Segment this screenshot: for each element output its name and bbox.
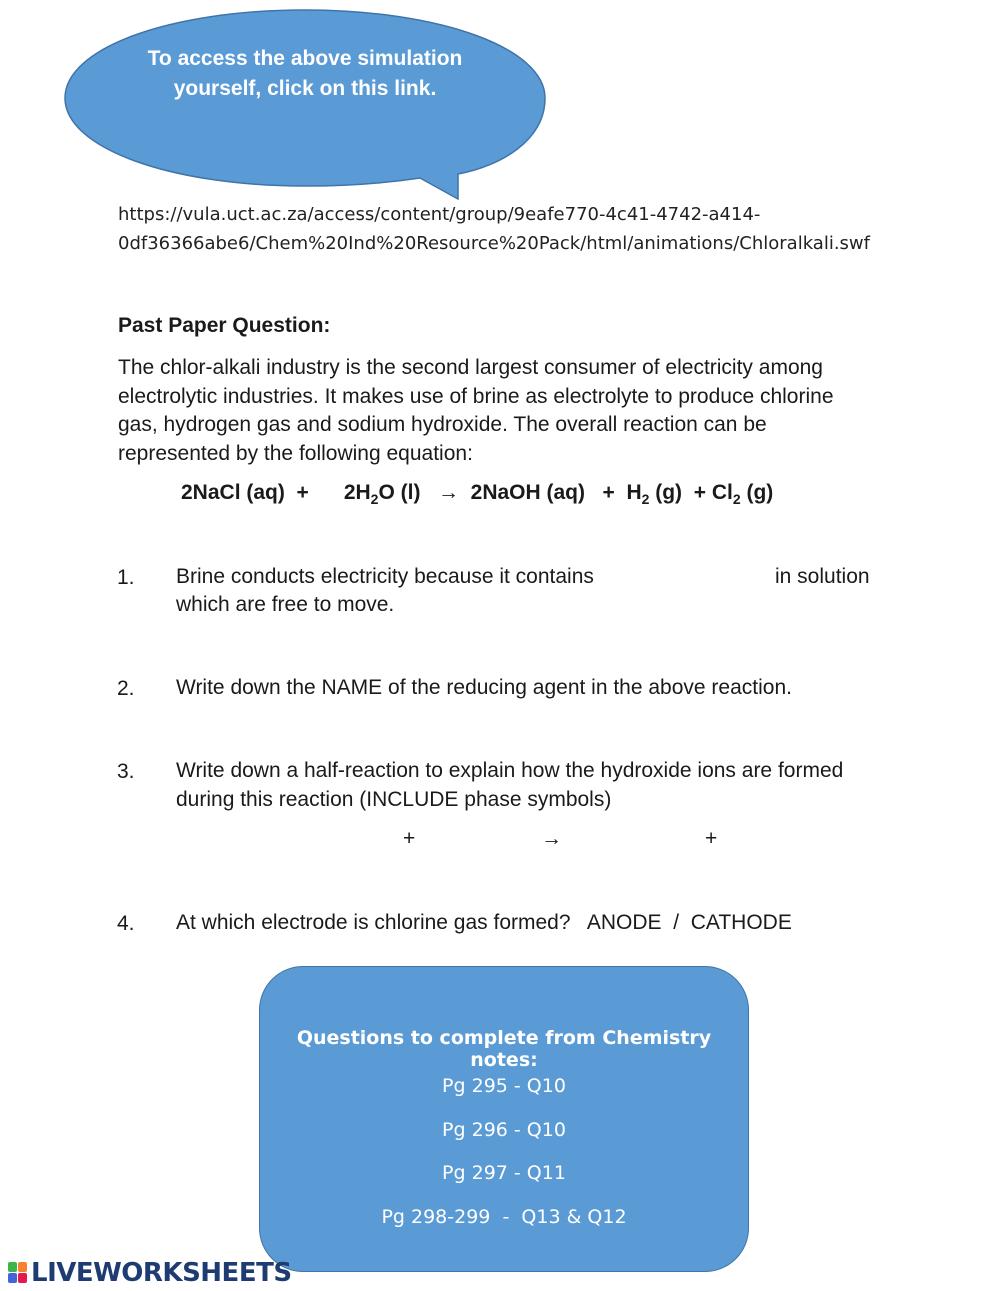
notes-item: Pg 297 - Q11 — [442, 1162, 566, 1184]
question-2-text: Write down the NAME of the reducing agent in the above reaction. — [176, 676, 792, 699]
notes-item: Pg 298-299 - Q13 & Q12 — [381, 1206, 627, 1228]
equation-products: 2NaOH (aq) + H — [470, 481, 642, 504]
equation-subscript: 2 — [370, 491, 379, 508]
half-reaction-plus-1: + — [403, 827, 416, 850]
question-1-number: 1. — [117, 566, 135, 589]
callout-bubble-shape — [60, 6, 550, 206]
equation-subscript: 2 — [732, 491, 741, 508]
equation-arrow: → — [437, 481, 459, 504]
section-heading: Past Paper Question: — [118, 314, 331, 337]
equation-reactant-water: 2H — [343, 481, 371, 504]
callout-text: To access the above simulation yourself, click on this link. — [147, 47, 463, 100]
logo-mark-icon — [8, 1262, 28, 1284]
notes-box — [259, 966, 749, 1272]
question-1-text-cont: which are free to move. — [176, 593, 395, 616]
notes-box-title: Questions to complete from Chemistry notes: — [296, 1027, 712, 1071]
question-3-text: Write down a half-reaction to explain how the hydroxide ions are formed during this reaction (INCLUDE phase symbols) — [176, 759, 844, 811]
equation-products-rest: (g) + Cl — [649, 481, 733, 504]
link-callout — [60, 6, 550, 206]
question-4-number: 4. — [117, 912, 135, 935]
question-3-number: 3. — [117, 760, 135, 783]
logo-text: LIVEWORKSHEETS — [31, 1258, 292, 1288]
notes-item: Pg 295 - Q10 — [442, 1075, 566, 1097]
equation-reactant-water-phase: O (l) — [378, 481, 421, 504]
equation-products-end: (g) — [740, 481, 774, 504]
chemical-equation — [181, 481, 773, 507]
liveworksheets-logo — [8, 1258, 292, 1288]
question-1-text-end: in solution — [775, 565, 870, 588]
question-2-number: 2. — [117, 677, 135, 700]
intro-paragraph: The chlor-alkali industry is the second largest consumer of electricity among electrolytic industries. It makes use of brine as electrolyte to produce chlorine gas, hydrogen gas and sodium hydroxide. The overall reaction can be represented by the following equation: — [118, 356, 834, 465]
half-reaction-plus-2: + — [705, 827, 718, 850]
notes-item: Pg 296 - Q10 — [442, 1119, 566, 1141]
equation-reactant-nacl: 2NaCl (aq) + — [181, 481, 309, 504]
question-4-text: At which electrode is chlorine gas formed? ANODE / CATHODE — [176, 911, 792, 934]
question-1-text: Brine conducts electricity because it contains — [176, 565, 594, 588]
equation-subscript: 2 — [641, 491, 650, 508]
simulation-link[interactable]: https://vula.uct.ac.za/access/content/group/9eafe770-4c41-4742-a414-0df36366abe6/Chem%20Ind%20Resource%20Pack/html/animations/Chloralkali.swf — [118, 204, 870, 254]
half-reaction-arrow: → — [541, 827, 562, 850]
